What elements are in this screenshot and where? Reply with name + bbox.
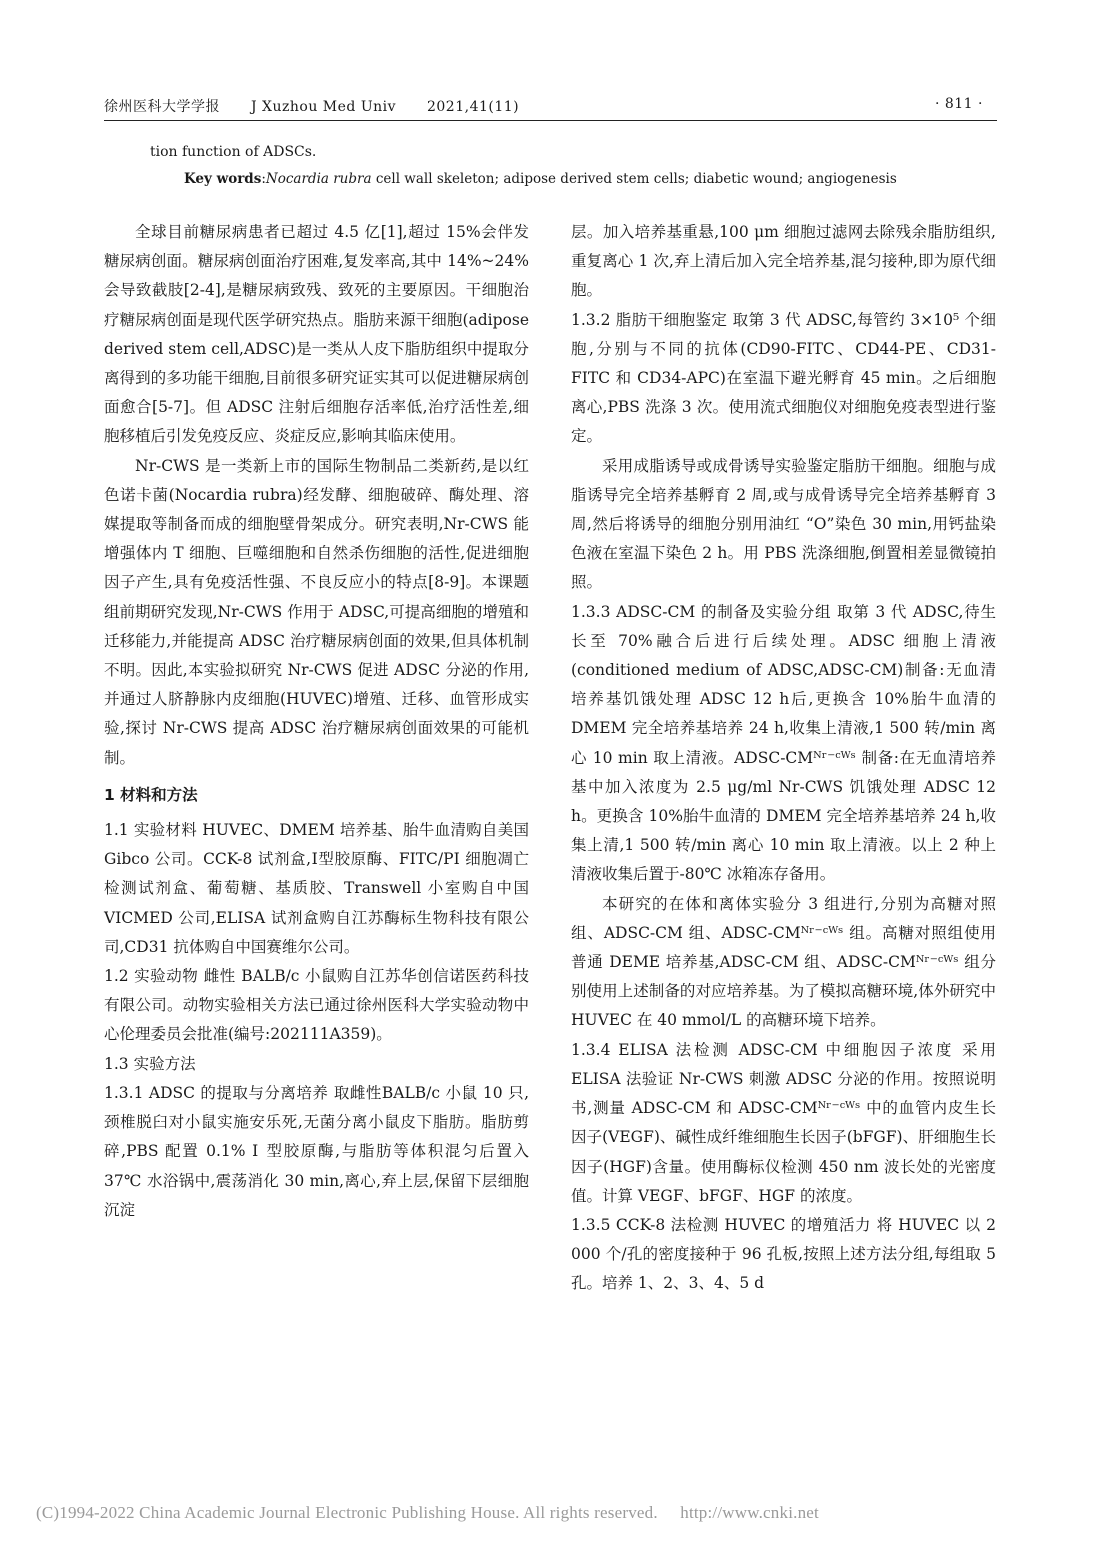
cm-preparation-paragraph: 1.3.3 ADSC-CM 的制备及实验分组 取第 3 代 ADSC,待生长至 70%融合后进行后续处理。ADSC 细胞上清液(conditioned medium of ADSC,ADSC-CM)制备:无血清培养基饥饿处理 ADSC 12 h后,更换含 10%胎牛血清的 DMEM 完全培养基培养 24 h,收集上清液,1 500 转/min 离心 10 min 取上清液。ADSC-CMᴺʳ⁻ᶜᵂˢ 制备:在无血清培养基中加入浓度为 2.5 μg/ml Nr-CWS 饥饿处理 ADSC 12 h。更换含 10%胎牛血清的 DMEM 完全培养基培养 24 h,收集上清,1 500 转/min 离心 10 min 取上清液。以上 2 种上清液收集后置于-80℃ 冰箱冻存备用。 bbox=[571, 602, 996, 884]
abstract-tail: tion function of ADSCs. bbox=[150, 144, 317, 160]
running-header bbox=[104, 92, 997, 121]
section-heading-methods: 1 材料和方法 bbox=[104, 785, 198, 804]
keywords-sep: : bbox=[261, 171, 266, 187]
adsc-isolation-paragraph: 1.3.1 ADSC 的提取与分离培养 取雌性BALB/c 小鼠 10 只,颈椎脱臼对小鼠实施安乐死,无菌分离小鼠皮下脂肪。脂肪剪碎,PBS 配置 0.1% Ⅰ 型胶原酶,与脂肪等体积混匀后置入 37℃ 水浴锅中,震荡消化 30 min,离心,弃上层,保留下层细胞沉淀 bbox=[104, 1083, 529, 1219]
induction-paragraph: 采用成脂诱导或成骨诱导实验鉴定脂肪干细胞。细胞与成脂诱导完全培养基孵育 2 周,或与成骨诱导完全培养基孵育 3 周,然后将诱导的细胞分别用油红 “O”染色 30 min,用钙盐染色液在室温下染色 2 h。用 PBS 洗涤细胞,倒置相差显微镜拍照。 bbox=[571, 456, 996, 592]
cck8-paragraph: 1.3.5 CCK-8 法检测 HUVEC 的增殖活力 将 HUVEC 以 2 000 个/孔的密度接种于 96 孔板,按照上述方法分组,每组取 5 孔。培养 1、2、3、4、5 d bbox=[571, 1215, 996, 1293]
keywords-line bbox=[184, 171, 897, 187]
intro-paragraph-1: 全球目前糖尿病患者已超过 4.5 亿[1],超过 15%会伴发糖尿病创面。糖尿病创面治疗困难,复发率高,其中 14%~24%会导致截肢[2-4],是糖尿病致残、致死的主要原因。干细胞治疗糖尿病创面是现代医学研究热点。脂肪来源干细胞(adipose derived stem cell,ADSC)是一类从人皮下脂肪组织中提取分离得到的多功能干细胞,目前很多研究证实其可以促进糖尿病创面愈合[5-7]。但 ADSC 注射后细胞存活率低,治疗活性差,细胞移植后引发免疫反应、炎症反应,影响其临床使用。 bbox=[104, 223, 529, 446]
keywords-text: cell wall skeleton; adipose derived stem cells; diabetic wound; angiogenesis bbox=[371, 171, 897, 187]
copyright-text: (C)1994-2022 China Academic Journal Electronic Publishing House. All rights reserved. bbox=[36, 1503, 658, 1522]
cnki-url[interactable]: http://www.cnki.net bbox=[680, 1503, 819, 1522]
identification-paragraph: 1.3.2 脂肪干细胞鉴定 取第 3 代 ADSC,每管约 3×10⁵ 个细胞,分别与不同的抗体(CD90-FITC、CD44-PE、CD31-FITC 和 CD34-APC)在室温下避光孵育 45 min。之后细胞离心,PBS 洗涤 3 次。使用流式细胞仪对细胞免疫表型进行鉴定。 bbox=[571, 310, 996, 446]
journal-citation bbox=[104, 96, 545, 116]
keywords-italic: Nocardia rubra bbox=[265, 171, 372, 187]
methods-subheading: 1.3 实验方法 bbox=[104, 1054, 196, 1073]
materials-paragraph: 1.1 实验材料 HUVEC、DMEM 培养基、胎牛血清购自美国 Gibco 公司。CCK-8 试剂盒,Ⅰ型胶原酶、FITC/PI 细胞凋亡检测试剂盒、葡萄糖、基质胶、Transwell 小室购自中国 VICMED 公司,ELISA 试剂盒购自江苏酶标生物科技有限公司,CD31 抗体购自中国赛维尔公司。 bbox=[104, 821, 529, 956]
isolation-continued: 层。加入培养基重悬,100 μm 细胞过滤网去除残余脂肪组织,重复离心 1 次,弃上清后加入完全培养基,混匀接种,即为原代细胞。 bbox=[571, 223, 996, 300]
journal-issue: 2021,41(11) bbox=[426, 99, 520, 115]
page-number: · 811 · bbox=[934, 96, 983, 112]
animals-paragraph: 1.2 实验动物 雌性 BALB/c 小鼠购自江苏华创信诺医药科技有限公司。动物实验相关方法已通过徐州医科大学实验动物中心伦理委员会批准(编号:202111A359)。 bbox=[104, 967, 529, 1044]
journal-name-en: J Xuzhou Med Univ bbox=[250, 99, 397, 115]
elisa-paragraph: 1.3.4 ELISA 法检测 ADSC-CM 中细胞因子浓度 采用 ELISA 法验证 Nr-CWS 刺激 ADSC 分泌的作用。按照说明书,测量 ADSC-CM 和 ADSC-CMᴺʳ⁻ᶜᵂˢ 中的血管内皮生长因子(VEGF)、碱性成纤维细胞生长因子(bFGF)、肝细胞生长因子(HGF)含量。使用酶标仪检测 450 nm 波长处的光密度值。计算 VEGF、bFGF、HGF 的浓度。 bbox=[571, 1040, 996, 1205]
grouping-paragraph: 本研究的在体和离体实验分 3 组进行,分别为高糖对照组、ADSC-CM 组、ADSC-CMᴺʳ⁻ᶜᵂˢ 组。高糖对照组使用普通 DEME 培养基,ADSC-CM 组、ADSC-CMᴺʳ⁻ᶜᵂˢ 组分别使用上述制备的对应培养基。为了模拟高糖环境,体外研究中 HUVEC 在 40 mmol/L 的高糖环境下培养。 bbox=[571, 894, 996, 1030]
keywords-label: Key words bbox=[184, 171, 262, 187]
left-column bbox=[104, 218, 529, 1225]
intro-paragraph-2: Nr-CWS 是一类新上市的国际生物制品二类新药,是以红色诺卡菌(Nocardia rubra)经发酵、细胞破碎、酶处理、溶媒提取等制备而成的细胞壁骨架成分。研究表明,Nr-CWS 能增强体内 T 细胞、巨噬细胞和自然杀伤细胞的活性,促进细胞因子产生,具有免疫活性强、不良反应小的特点[8-9]。本课题组前期研究发现,Nr-CWS 作用于 ADSC,可提高细胞的增殖和迁移能力,并能提高 ADSC 治疗糖尿病创面的效果,但具体机制不明。因此,本实验拟研究 Nr-CWS 促进 ADSC 分泌的作用,并通过人脐静脉内皮细胞(HUVEC)增殖、迁移、血管形成实验,探讨 Nr-CWS 提高 ADSC 治疗糖尿病创面效果的可能机制。 bbox=[104, 456, 529, 767]
right-column bbox=[571, 218, 996, 1299]
copyright-footer bbox=[36, 1503, 837, 1523]
journal-name-cn: 徐州医科大学学报 bbox=[104, 99, 220, 115]
